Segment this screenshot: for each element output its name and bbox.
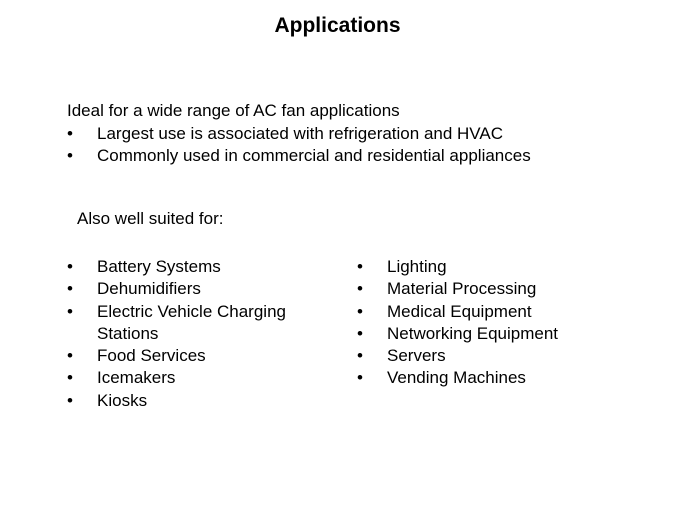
application-text: Electric Vehicle Charging Stations — [97, 301, 286, 343]
application-text: Material Processing — [387, 279, 537, 299]
list-item — [67, 256, 327, 278]
list-item — [357, 345, 657, 367]
application-text: Kiosks — [97, 390, 148, 410]
intro-bullet-text: Commonly used in commercial and residential appliances — [97, 146, 531, 165]
bullet-icon: • — [67, 257, 73, 276]
list-item — [67, 278, 327, 300]
bullet-icon: • — [357, 257, 363, 276]
bullet-icon: • — [357, 301, 363, 321]
bullet-icon: • — [67, 146, 73, 165]
application-text: Dehumidifiers — [97, 279, 201, 299]
list-item — [357, 323, 657, 345]
list-item — [67, 145, 531, 168]
list-item — [357, 278, 657, 300]
list-item — [357, 301, 657, 323]
list-item — [67, 345, 327, 367]
intro-lead: Ideal for a wide range of AC fan applications — [67, 101, 400, 120]
bullet-icon: • — [357, 323, 363, 343]
bullet-icon: • — [357, 279, 363, 299]
application-text: Battery Systems — [97, 257, 221, 276]
bullet-icon: • — [67, 279, 73, 299]
also-suited-heading: Also well suited for: — [77, 209, 224, 228]
bullet-icon: • — [67, 123, 73, 143]
intro-bullet-text: Largest use is associated with refrigeration and HVAC — [97, 123, 503, 143]
list-item — [67, 367, 327, 389]
left-application-list — [67, 256, 327, 412]
list-item — [357, 256, 657, 278]
application-text: Food Services — [97, 346, 206, 366]
slide-title: Applications — [274, 14, 401, 37]
intro-section — [67, 100, 531, 168]
application-text: Lighting — [387, 257, 447, 276]
application-text: Servers — [387, 346, 446, 366]
application-text: Networking Equipment — [387, 323, 559, 343]
list-item — [357, 367, 657, 389]
bullet-icon: • — [67, 368, 73, 388]
list-item — [67, 301, 327, 346]
list-item — [67, 123, 531, 146]
application-text: Medical Equipment — [387, 301, 532, 321]
right-application-list — [357, 256, 657, 390]
application-text: Icemakers — [97, 368, 176, 388]
bullet-icon: • — [67, 301, 73, 321]
bullet-icon: • — [67, 346, 73, 366]
bullet-icon: • — [357, 368, 363, 388]
intro-bullet-list — [67, 123, 531, 168]
bullet-icon: • — [67, 390, 73, 410]
list-item — [67, 390, 327, 412]
bullet-icon: • — [357, 346, 363, 366]
application-text: Vending Machines — [387, 368, 526, 388]
